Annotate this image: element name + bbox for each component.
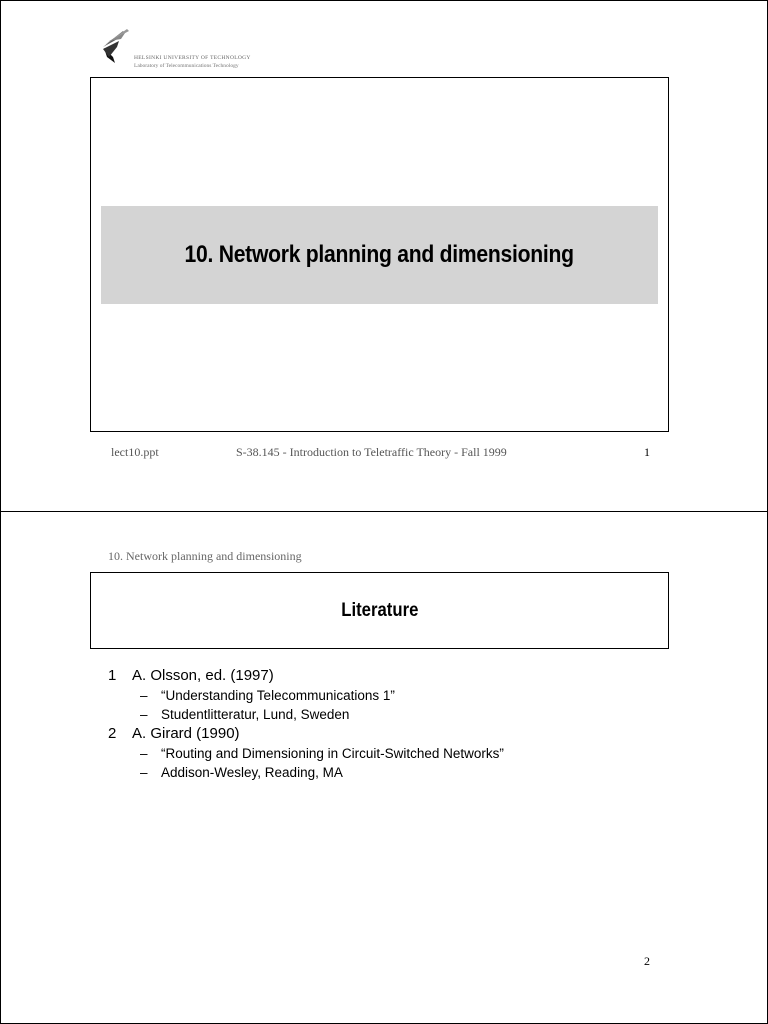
logo-laboratory-name: Laboratory of Telecommunications Technology [134, 63, 239, 69]
list-subitem [108, 763, 668, 782]
list-subitem-text: “Routing and Dimensioning in Circuit-Switched Networks” [161, 746, 504, 761]
university-logo [101, 27, 271, 69]
list-subitem [108, 705, 668, 724]
list-item [108, 666, 668, 686]
page-number: 1 [644, 445, 650, 459]
list-subitem [108, 686, 668, 705]
list-item-number: 1 [108, 667, 117, 684]
footer-filename: lect10.ppt [111, 445, 159, 459]
footer-course: S-38.145 - Introduction to Teletraffic Theory - Fall 1999 [236, 445, 507, 459]
list-item-number: 2 [108, 725, 117, 742]
slide-frame [90, 77, 669, 432]
slide-title: 10. Network planning and dimensioning [184, 241, 575, 268]
logo-university-name: HELSINKI UNIVERSITY OF TECHNOLOGY [134, 55, 251, 61]
list-subitem-text: “Understanding Telecommunications 1” [161, 688, 395, 703]
university-logo-icon [101, 27, 133, 63]
dash-bullet: – [140, 707, 148, 722]
literature-title: Literature [340, 599, 419, 621]
page-number: 2 [644, 954, 650, 968]
list-subitem-text: Studentlitteratur, Lund, Sweden [161, 707, 350, 722]
list-item-text: A. Girard (1990) [132, 725, 240, 742]
list-subitem [108, 744, 668, 763]
dash-bullet: – [140, 688, 148, 703]
literature-list [108, 666, 668, 782]
literature-title-frame [90, 572, 669, 649]
slide-page-2 [0, 511, 768, 1024]
list-item-text: A. Olsson, ed. (1997) [132, 667, 274, 684]
title-band [101, 206, 658, 304]
dash-bullet: – [140, 746, 148, 761]
slide-header: 10. Network planning and dimensioning [108, 549, 302, 563]
list-item [108, 724, 668, 744]
dash-bullet: – [140, 765, 148, 780]
list-subitem-text: Addison-Wesley, Reading, MA [161, 765, 343, 780]
